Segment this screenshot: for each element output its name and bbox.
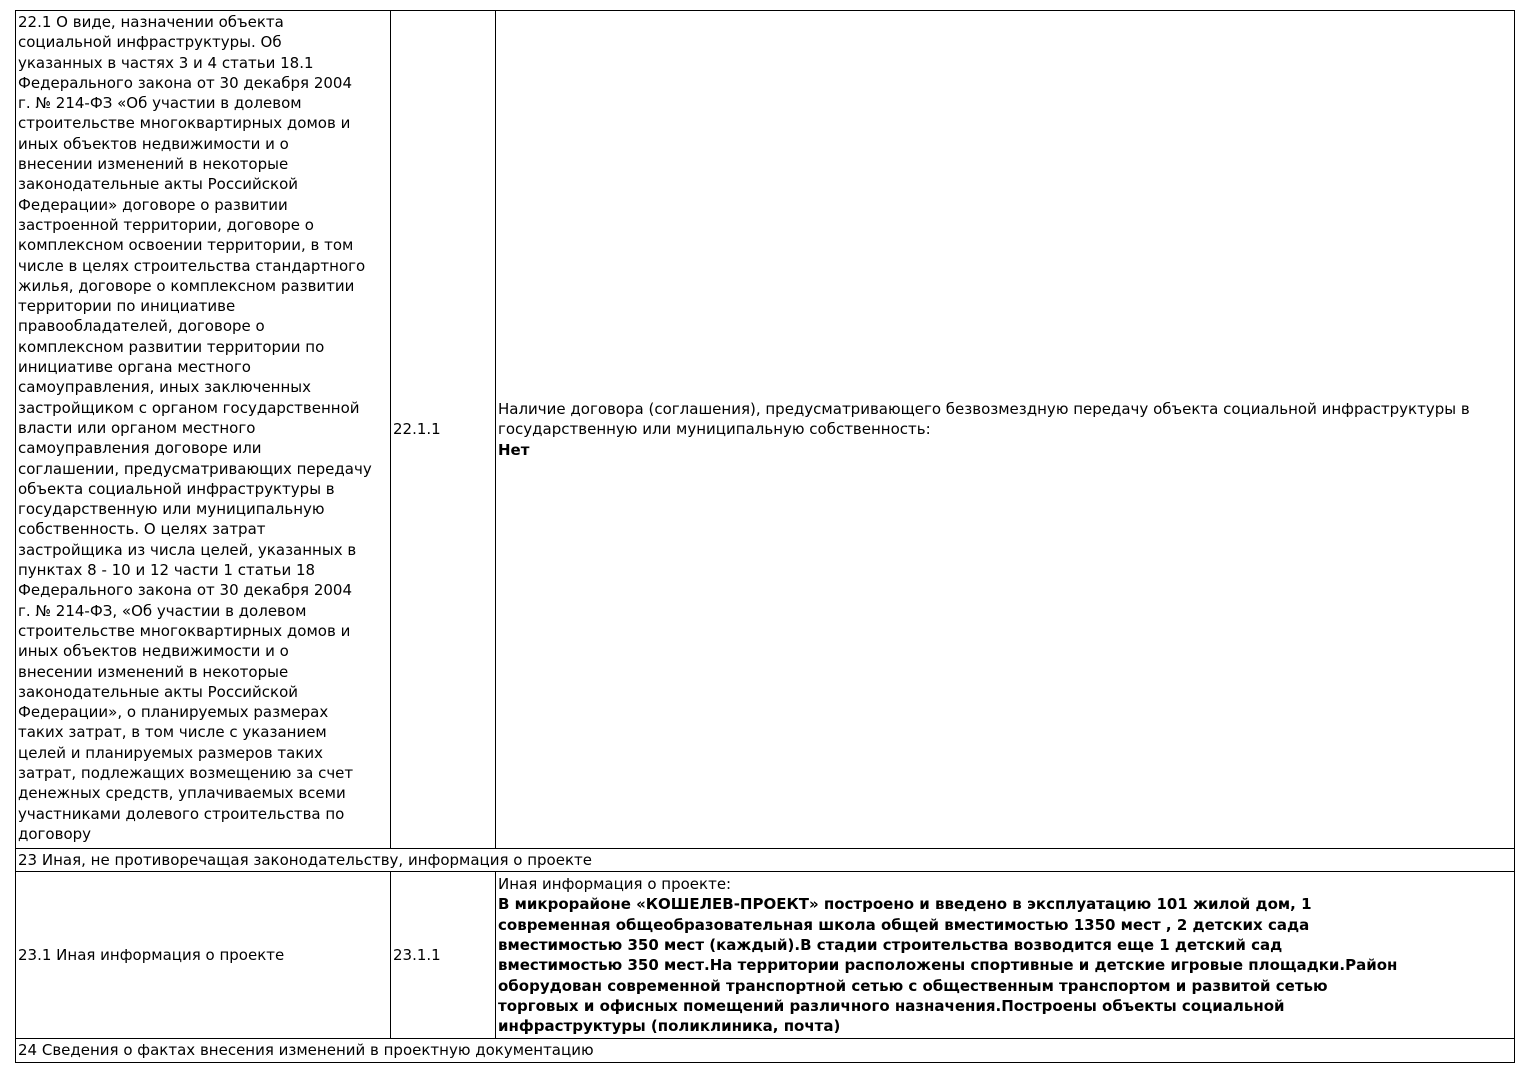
text-line: объекта социальной инфраструктуры в	[18, 479, 335, 498]
table-row-22-1	[16, 11, 1515, 849]
text-line: государственную или муниципальную	[18, 500, 325, 519]
text-line: вместимостью 350 мест.На территории расположены спортивные и детские игровые площадки.Район	[498, 956, 1398, 975]
text-line: инфраструктуры (поликлиника, почта)	[498, 1017, 841, 1036]
text-line: современная общеобразовательная школа общей вместимостью 1350 мест , 2 детских сада	[498, 915, 1310, 934]
text-line: застройщиком с органом государственной	[18, 398, 360, 417]
text-line: социальной инфраструктуры. Об	[18, 33, 282, 52]
code-23-1-1: 23.1.1	[391, 872, 496, 1039]
text-line: самоуправления договоре или	[18, 439, 262, 458]
value-line: государственную или муниципальную собственность:	[498, 420, 931, 439]
section-22-1-cell	[16, 11, 391, 849]
text-line: комплексном освоении территории, в том	[18, 236, 354, 255]
code-22-1-1: 22.1.1	[391, 11, 496, 849]
table-row-23-header	[16, 849, 1515, 872]
text-line: законодательные акты Российской	[18, 682, 299, 701]
table-row-24-header	[16, 1039, 1515, 1062]
text-line: таких затрат, в том числе с указанием	[18, 723, 327, 742]
value-answer: Нет	[498, 440, 530, 459]
section-23-title: 23 Иная, не противоречащая законодательству, информация о проекте	[16, 849, 1515, 872]
text-line: целей и планируемых размеров таких	[18, 743, 324, 762]
text-line: Федерации», о планируемых размерах	[18, 703, 329, 722]
text-line: оборудован современной транспортной сетью с общественным транспортом и развитой сетью	[498, 976, 1328, 995]
value-label: Иная информация о проекте:	[498, 875, 732, 894]
text-line: комплексном развитии территории по	[18, 337, 325, 356]
text-line: правообладателей, договоре о	[18, 317, 265, 336]
text-line: жилья, договоре о комплексном развитии	[18, 276, 355, 295]
text-line: вместимостью 350 мест (каждый).В стадии строительства возводится еще 1 детский сад	[498, 936, 1283, 954]
text-line: денежных средств, уплачиваемых всеми	[18, 784, 346, 803]
text-line: затрат, подлежащих возмещению за счет	[18, 763, 354, 782]
text-line: законодательные акты Российской	[18, 175, 299, 194]
text-line: застройщика из числа целей, указанных в	[18, 540, 357, 559]
text-line: указанных в частях 3 и 4 статьи 18.1	[18, 53, 314, 72]
text-line: г. № 214-ФЗ «Об участии в долевом	[18, 94, 302, 113]
text-line: инициативе органа местного	[18, 358, 251, 377]
text-line: иных объектов недвижимости и о	[18, 134, 289, 153]
text-line: застроенной территории, договоре о	[18, 215, 314, 234]
section-23-1: 23.1 Иная информация о проекте	[16, 872, 391, 1039]
text-line: Федерального закона от 30 декабря 2004	[18, 73, 352, 92]
project-declaration-table	[15, 10, 1515, 1063]
text-line: Федерации» договоре о развитии	[18, 195, 288, 214]
text-line: собственность. О целях затрат	[18, 520, 266, 539]
text-line: строительстве многоквартирных домов и	[18, 621, 351, 640]
text-line: 22.1 О виде, назначении объекта	[18, 13, 284, 31]
text-line: иных объектов недвижимости и о	[18, 642, 289, 661]
text-line: договору	[18, 824, 92, 843]
value-line: Наличие договора (соглашения), предусматривающего безвозмездную передачу объекта социальной инфраструктуры в	[498, 400, 1470, 419]
text-line: внесении изменений в некоторые	[18, 155, 289, 174]
text-line: пунктах 8 - 10 и 12 части 1 статьи 18	[18, 561, 316, 580]
text-line: соглашении, предусматривающих передачу	[18, 459, 372, 478]
text-line: самоуправления, иных заключенных	[18, 378, 312, 397]
value-22-1-1-cell	[496, 11, 1515, 849]
text-line: участниками долевого строительства по	[18, 804, 345, 823]
text-line: внесении изменений в некоторые	[18, 662, 289, 681]
text-line: г. № 214-ФЗ, «Об участии в долевом	[18, 601, 307, 620]
text-line: числе в целях строительства стандартного	[18, 256, 366, 275]
text-line: власти или органом местного	[18, 418, 256, 437]
text-line: территории по инициативе	[18, 297, 236, 316]
table-row-23-1	[16, 872, 1515, 1039]
text-line: Федерального закона от 30 декабря 2004	[18, 581, 352, 600]
text-line: торговых и офисных помещений различного назначения.Построены объекты социальной	[498, 996, 1285, 1015]
value-23-1-1-cell	[496, 872, 1515, 1039]
section-24-title: 24 Сведения о фактах внесения изменений в проектную документацию	[16, 1039, 1515, 1062]
text-line: В микрорайоне «КОШЕЛЕВ-ПРОЕКТ» построено и введено в эксплуатацию 101 жилой дом, 1	[498, 895, 1312, 914]
text-line: строительстве многоквартирных домов и	[18, 114, 351, 133]
